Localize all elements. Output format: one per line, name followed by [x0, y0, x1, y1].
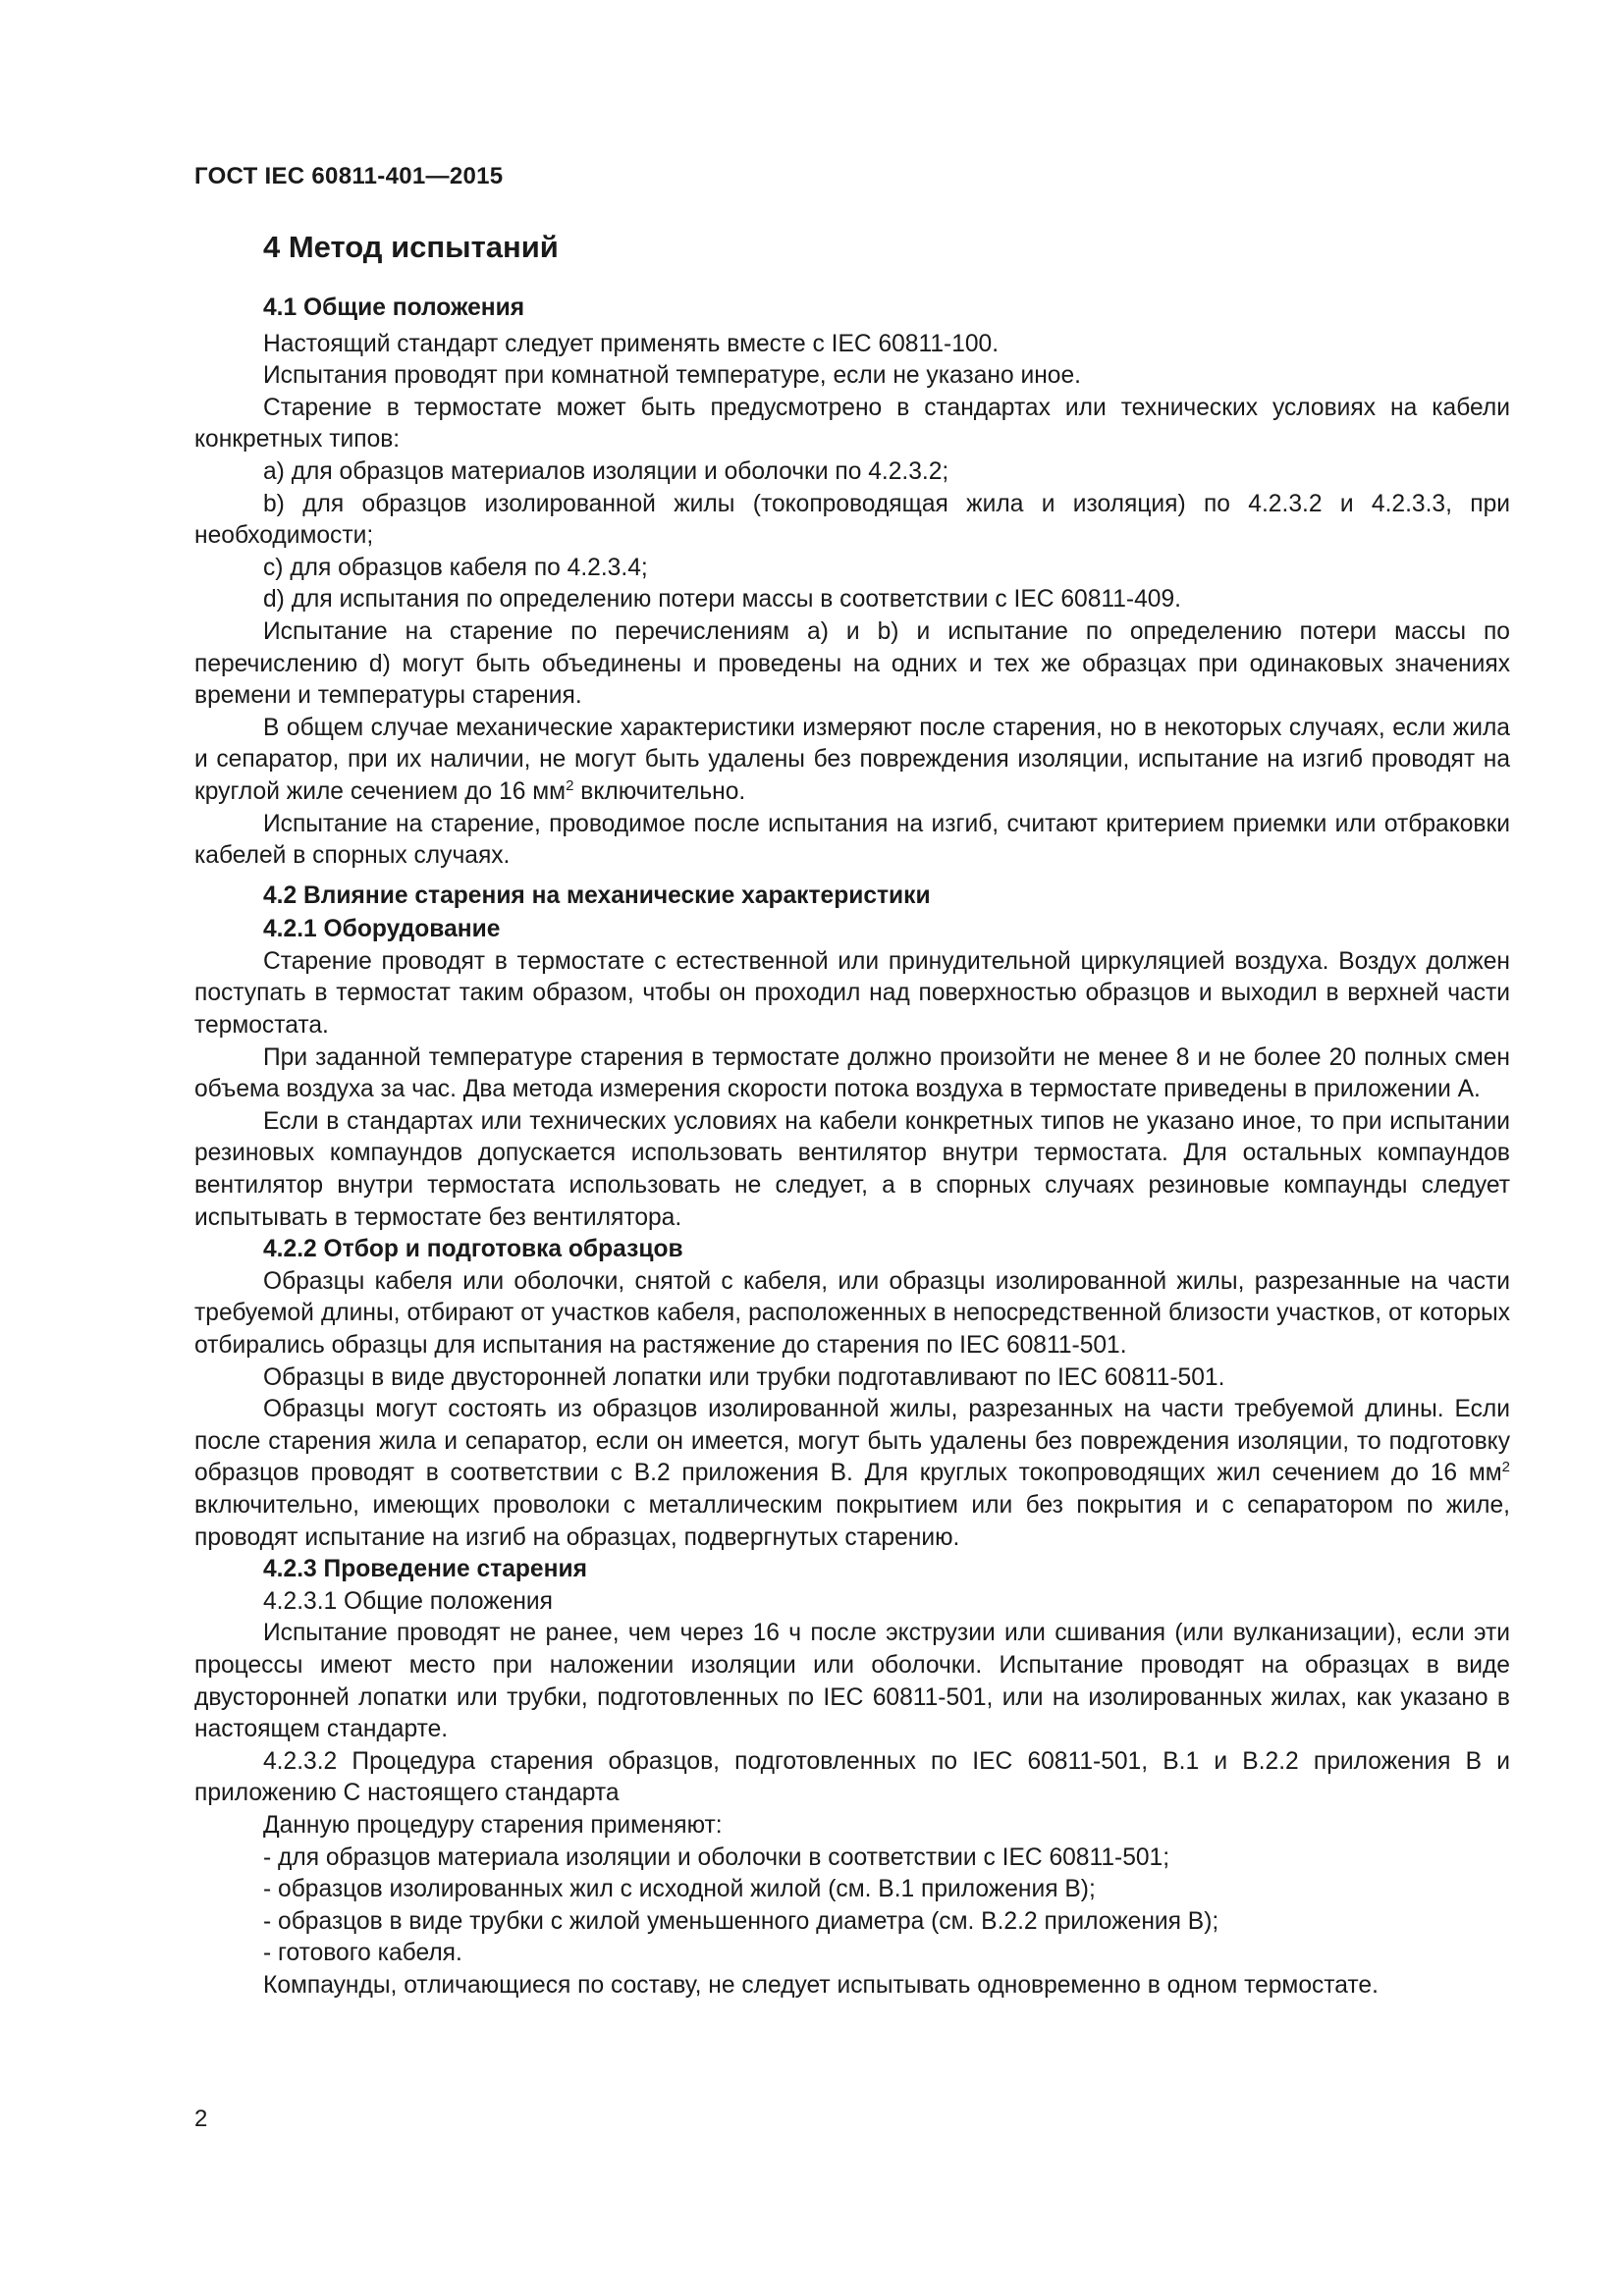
paragraph-text: включительно, имеющих проволоки с металлическим покрытием или без покрытия и с сепаратором по жиле, проводят испытание на изгиб на образцах, подвергнутых старению.: [194, 1491, 1510, 1551]
paragraph: Образцы в виде двусторонней лопатки или трубки подготавливают по IEC 60811-501.: [263, 1363, 1225, 1391]
paragraph: [194, 1394, 1510, 1554]
paragraph: Компаунды, отличающиеся по составу, не следует испытывать одновременно в одном термостате.: [263, 1971, 1379, 1999]
paragraph: Испытание на старение, проводимое после испытания на изгиб, считают критерием приемки или отбраковки кабелей в спорных случаях.: [194, 810, 1510, 870]
paragraph: Если в стандартах или технических условиях на кабели конкретных типов не указано иное, то при испытании резиновых компаундов допускается использовать вентилятор внутри термостата. Для остальных компаундов вентилятор внутри термостата использовать не следует, а в спорных случаях резиновые компаунды следует испытывать в термостате без вентилятора.: [194, 1107, 1510, 1231]
paragraph: Испытание на старение по перечислениям а) и b) и испытание по определению потери массы по перечислению d) могут быть объединены и проведены на одних и тех же образцах при одинаковых значениях времени и температуры старения.: [194, 617, 1510, 710]
list-item: - образцов в виде трубки с жилой уменьшенного диаметра (см. В.2.2 приложения В);: [263, 1907, 1219, 1935]
paragraph: При заданной температуре старения в термостате должно произойти не менее 8 и не более 20 полных смен объема воздуха за час. Два метода измерения скорости потока воздуха в термостате приведены в приложении А.: [194, 1043, 1510, 1103]
paragraph: Старение в термостате может быть предусмотрено в стандартах или технических условиях на кабели конкретных типов:: [194, 394, 1510, 454]
paragraph: Образцы кабеля или оболочки, снятой с кабеля, или образцы изолированной жилы, разрезанные на части требуемой длины, отбирают от участков кабеля, расположенных в непосредственной близости участков, от которых отбирались образцы для испытания на растяжение до старения по IEC 60811-501.: [194, 1267, 1510, 1359]
list-item: - готового кабеля.: [263, 1940, 462, 1967]
superscript: 2: [566, 776, 574, 794]
paragraph: Старение проводят в термостате с естественной или принудительной циркуляцией воздуха. Воздух должен поступать в термостат таким образом, чтобы он проходил над поверхностью образцов и выходил в верхней части термостата.: [194, 947, 1510, 1040]
section-4-2-3-title: 4.2.3 Проведение старения: [263, 1556, 587, 1583]
paragraph: Данную процедуру старения применяют:: [263, 1811, 723, 1839]
paragraph-text: Образцы могут состоять из образцов изолированной жилы, разрезанных на части требуемой длины. Если после старения жила и сепаратор, если он имеется, могут быть удалены без повреждения изоляции, то подготовку образцов проводят в соответствии с В.2 приложения В. Для круглых токопроводящих жил сечением до 16 мм: [194, 1396, 1510, 1487]
document-body: [194, 228, 1510, 2002]
paragraph: Настоящий стандарт следует применять вместе с IEC 60811-100.: [263, 330, 1000, 357]
list-item: a) для образцов материалов изоляции и оболочки по 4.2.3.2;: [263, 457, 949, 485]
paragraph: Испытания проводят при комнатной температуре, если не указано иное.: [263, 362, 1081, 390]
section-4-title: 4 Метод испытаний: [263, 230, 559, 264]
paragraph: [194, 713, 1510, 809]
subsection-4-2-3-1-title: 4.2.3.1 Общие положения: [263, 1587, 553, 1615]
section-4-2-title: 4.2 Влияние старения на механические характеристики: [263, 881, 931, 909]
list-item: - для образцов материала изоляции и оболочки в соответствии с IEC 60811-501;: [263, 1843, 1170, 1871]
section-4-1-title: 4.1 Общие положения: [263, 294, 525, 321]
paragraph: Испытание проводят не ранее, чем через 16 ч после экструзии или сшивания (или вулканизации), если эти процессы имеют место при наложении изоляции или оболочки. Испытание проводят на образцах в виде двусторонней лопатки или трубки, подготовленных по IEC 60811-501, или на изолированных жилах, как указано в настоящем стандарте.: [194, 1620, 1510, 1743]
superscript: 2: [1501, 1459, 1510, 1476]
paragraph-text: В общем случае механические характеристики измеряют после старения, но в некоторых случаях, если жила и сепаратор, при их наличии, не могут быть удалены без повреждения изоляции, испытание на изгиб проводят на круглой жиле сечением до 16 мм: [194, 714, 1510, 805]
list-item: b) для образцов изолированной жилы (токопроводящая жила и изоляция) по 4.2.3.2 и 4.2.3.3, при необходимости;: [194, 490, 1510, 550]
list-item: - образцов изолированных жил с исходной жилой (см. В.1 приложения В);: [263, 1876, 1096, 1903]
list-item: d) для испытания по определению потери массы в соответствии с IEC 60811-409.: [263, 586, 1181, 614]
section-4-2-1-title: 4.2.1 Оборудование: [263, 916, 501, 943]
section-4-2-2-title: 4.2.2 Отбор и подготовка образцов: [263, 1236, 683, 1263]
document-code-header: ГОСТ IEC 60811-401—2015: [194, 163, 504, 189]
paragraph-text: включительно.: [573, 777, 746, 805]
paragraph: 4.2.3.2 Процедура старения образцов, подготовленных по IEC 60811-501, В.1 и В.2.2 приложения В и приложению С настоящего стандарта: [194, 1747, 1510, 1807]
page-number: 2: [194, 2106, 208, 2132]
list-item: c) для образцов кабеля по 4.2.3.4;: [263, 554, 648, 581]
